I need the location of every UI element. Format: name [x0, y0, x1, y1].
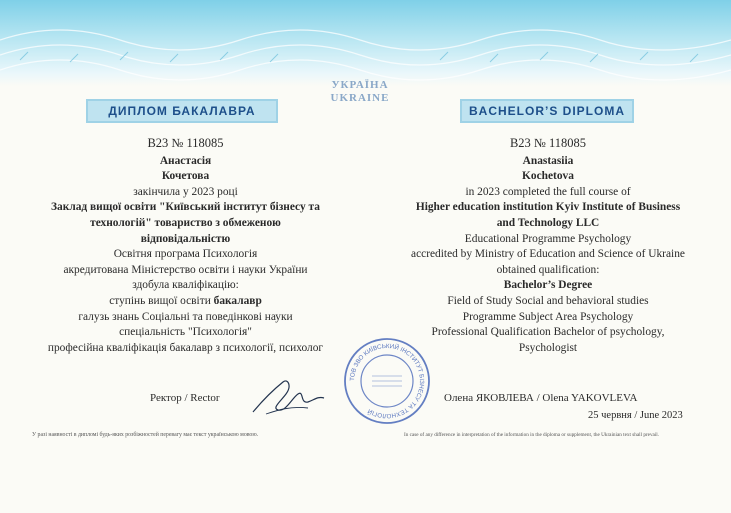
first-name-en: Anastasiia [522, 154, 574, 167]
institution-line2-ua: технологій" товариство з обмеженою [90, 216, 281, 229]
footnote-ua: У разі наявності в дипломі будь-яких розбіжностей перевагу має текст українською мовою. [32, 432, 259, 438]
last-name-ua: Кочетова [161, 170, 210, 183]
signature-mark [248, 372, 328, 420]
professional-ua: професійна кваліфікація бакалавр з психології, психолог [47, 341, 324, 354]
ukrainian-column [8, 136, 363, 356]
completed-en: in 2023 completed the full course of [465, 185, 631, 198]
country-en: UKRAINE [330, 92, 390, 104]
degree-en: Bachelor’s Degree [503, 279, 593, 292]
institution-line1-ua: Заклад вищої освіти "Київський інститут бізнесу та [51, 201, 320, 214]
diploma-number-en: B23 № 118085 [509, 136, 587, 150]
obtained-ua: здобула кваліфікацію: [132, 279, 239, 292]
diploma-title-en: BACHELOR’S DIPLOMA [460, 99, 634, 123]
english-column [383, 136, 713, 356]
first-name-ua: Анастасія [159, 154, 212, 167]
institution-line2-en: and Technology LLC [496, 216, 600, 229]
header-ornament [0, 0, 731, 86]
field-en: Field of Study Social and behavioral studies [447, 294, 649, 307]
degree-value-ua: бакалавр [213, 294, 262, 307]
institution-line1-en: Higher education institution Kyiv Institute of Business [415, 201, 681, 214]
decorative-header-band [0, 0, 731, 86]
professional-en-line2: Psychologist [518, 341, 578, 354]
diploma-number-ua: B23 № 118085 [147, 136, 224, 150]
accredited-ua: акредитована Міністерство освіти і науки України [63, 263, 308, 276]
programme-ua: Освітня програма Психологія [113, 248, 258, 261]
accredited-en: accredited by Ministry of Education and Science of Ukraine [411, 248, 685, 261]
institution-line3-ua: відповідальністю [140, 232, 231, 245]
stamp-ring-text: ТОВ ЗВО КИЇВСЬКИЙ ІНСТИТУТ БІЗНЕСУ ТА ТЕХНОЛОГІЙ [348, 342, 426, 420]
last-name-en: Kochetova [522, 170, 574, 183]
subject-en: Programme Subject Area Psychology [462, 310, 634, 323]
rector-label: Ректор / Rector [150, 392, 220, 404]
programme-en: Educational Programme Psychology [464, 232, 632, 245]
field-ua: галузь знань Соціальні та поведінкові науки [78, 310, 293, 323]
degree-ua [8, 294, 363, 310]
footnote-en: In case of any difference in interpretation of the information in the diploma or supplement, the Ukrainian text shall prevail. [404, 432, 660, 438]
issue-date: 25 червня / June 2023 [588, 410, 683, 421]
signatory-name: Олена ЯКОВЛЕВА / Olena YAKOVLEVA [444, 392, 638, 404]
obtained-en: obtained qualification: [496, 263, 600, 276]
diploma-title-ua: ДИПЛОМ БАКАЛАВРА [86, 99, 278, 123]
degree-prefix-ua: ступінь вищої освіти [109, 294, 214, 307]
institution-stamp [342, 336, 432, 426]
professional-en: Professional Qualification Bachelor of psychology, [431, 326, 665, 339]
specialty-ua: спеціальність "Психологія" [119, 326, 252, 339]
country-ua: УКРАЇНА [331, 79, 389, 91]
completed-ua: закінчила у 2023 році [133, 185, 238, 198]
